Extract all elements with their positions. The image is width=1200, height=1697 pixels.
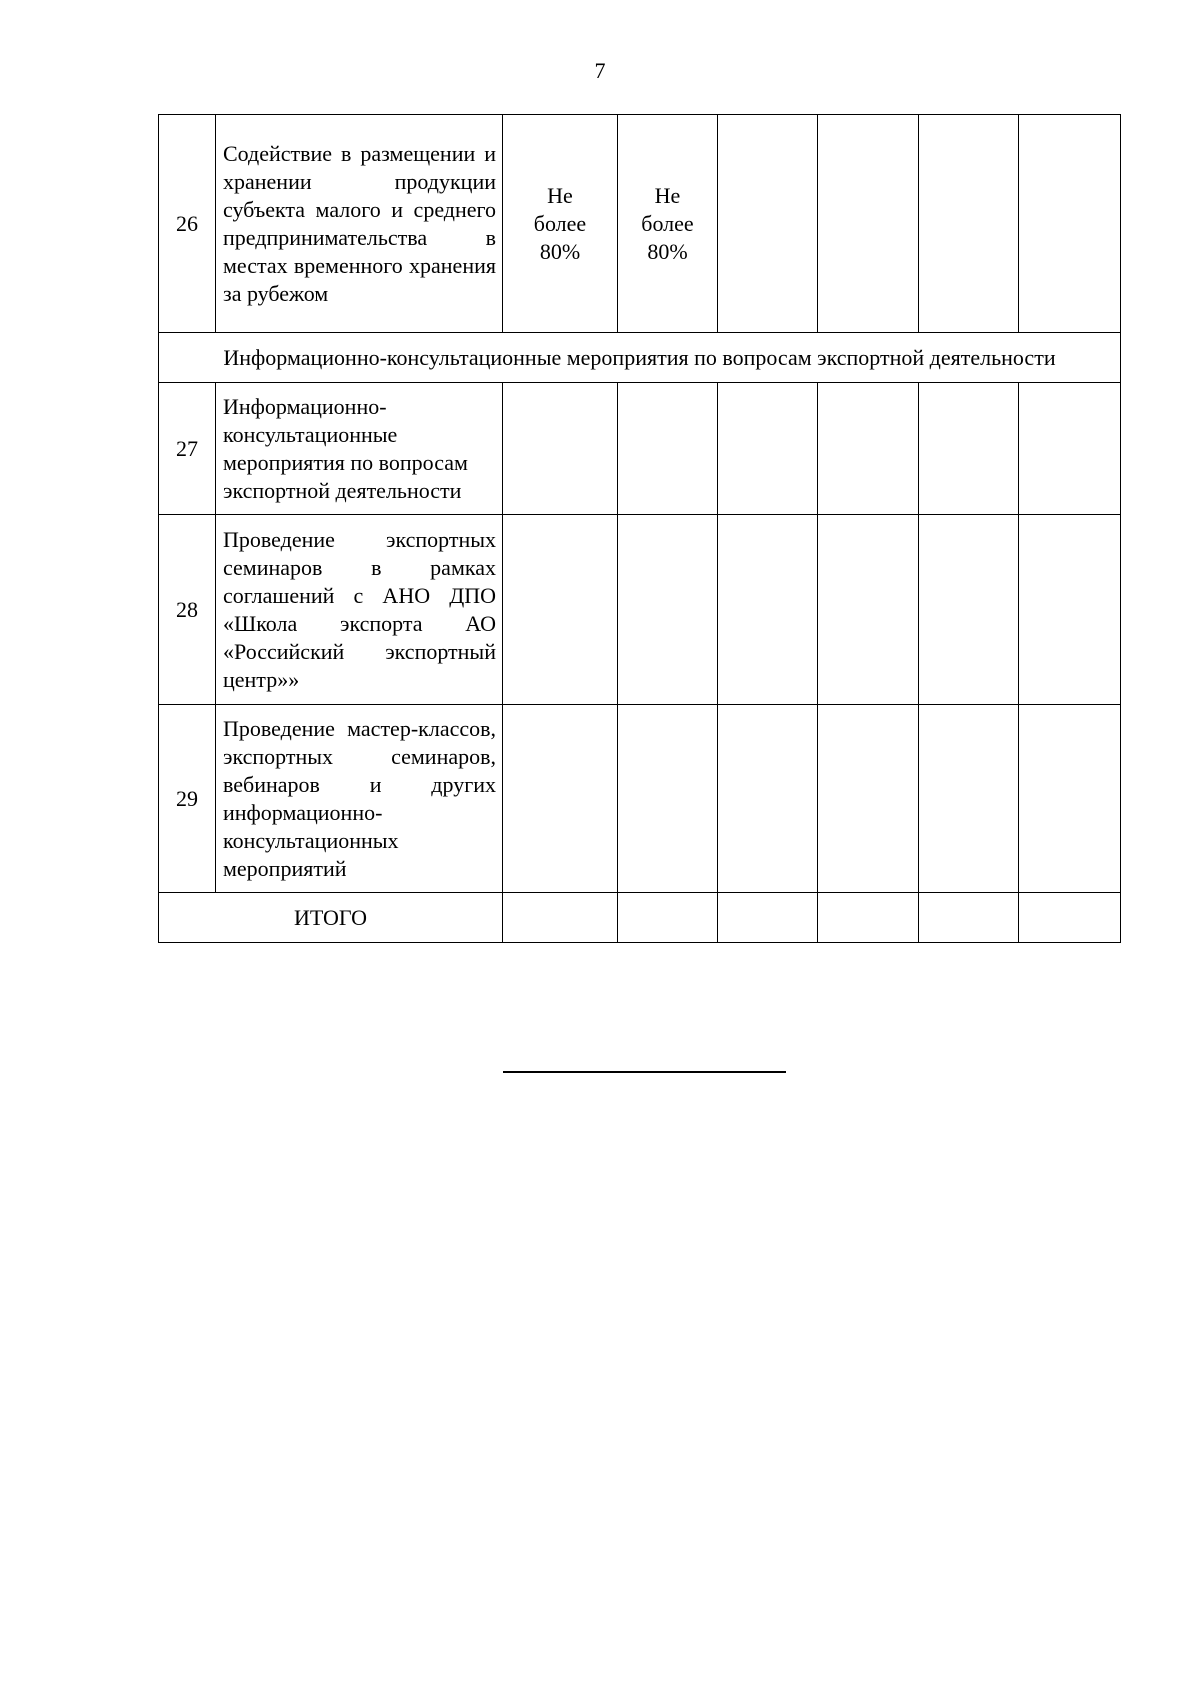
row-description: Содействие в размещении и хранении продукции субъекта малого и среднего предпринимательства в местах временного хранения за рубежом [216, 115, 503, 333]
row-description: Проведение экспортных семинаров в рамках соглашений с АНО ДПО «Школа экспорта АО «Российский экспортный центр»» [216, 515, 503, 705]
empty-cell [618, 515, 718, 705]
empty-cell [503, 893, 618, 943]
empty-cell [503, 705, 618, 893]
table-row [159, 383, 1121, 515]
row-number: 26 [159, 115, 216, 333]
page-number: 7 [594, 58, 606, 83]
empty-cell [1019, 705, 1121, 893]
empty-cell [1019, 115, 1121, 333]
row-number: 28 [159, 515, 216, 705]
empty-cell [1019, 893, 1121, 943]
empty-cell [718, 893, 818, 943]
empty-cell [718, 115, 818, 333]
empty-cell [503, 515, 618, 705]
total-label: ИТОГО [159, 893, 503, 943]
row-number: 27 [159, 383, 216, 515]
empty-cell [618, 893, 718, 943]
total-row [159, 893, 1121, 943]
empty-cell [818, 893, 919, 943]
empty-cell [818, 705, 919, 893]
row-description: Проведение мастер-классов, экспортных семинаров, вебинаров и других информационно-консультационных мероприятий [216, 705, 503, 893]
empty-cell [818, 515, 919, 705]
closing-rule [503, 1071, 786, 1073]
value-text: Не более 80% [533, 182, 587, 264]
empty-cell [818, 383, 919, 515]
empty-cell [618, 705, 718, 893]
empty-cell [919, 515, 1019, 705]
row-number: 29 [159, 705, 216, 893]
row-description: Информационно-консультационные мероприятия по вопросам экспортной деятельности [216, 383, 503, 515]
empty-cell [718, 705, 818, 893]
empty-cell [919, 383, 1019, 515]
table-row [159, 705, 1121, 893]
empty-cell [1019, 383, 1121, 515]
value-cell [503, 115, 618, 333]
empty-cell [718, 383, 818, 515]
empty-cell [618, 383, 718, 515]
empty-cell [503, 383, 618, 515]
empty-cell [1019, 515, 1121, 705]
table-row [159, 515, 1121, 705]
value-cell [618, 115, 718, 333]
empty-cell [718, 515, 818, 705]
section-row [159, 333, 1121, 383]
section-heading: Информационно-консультационные мероприятия по вопросам экспортной деятельности [159, 333, 1121, 383]
empty-cell [818, 115, 919, 333]
empty-cell [919, 115, 1019, 333]
empty-cell [919, 705, 1019, 893]
table-row [159, 115, 1121, 333]
empty-cell [919, 893, 1019, 943]
value-text: Не более 80% [641, 182, 694, 264]
measures-table [158, 114, 1121, 943]
